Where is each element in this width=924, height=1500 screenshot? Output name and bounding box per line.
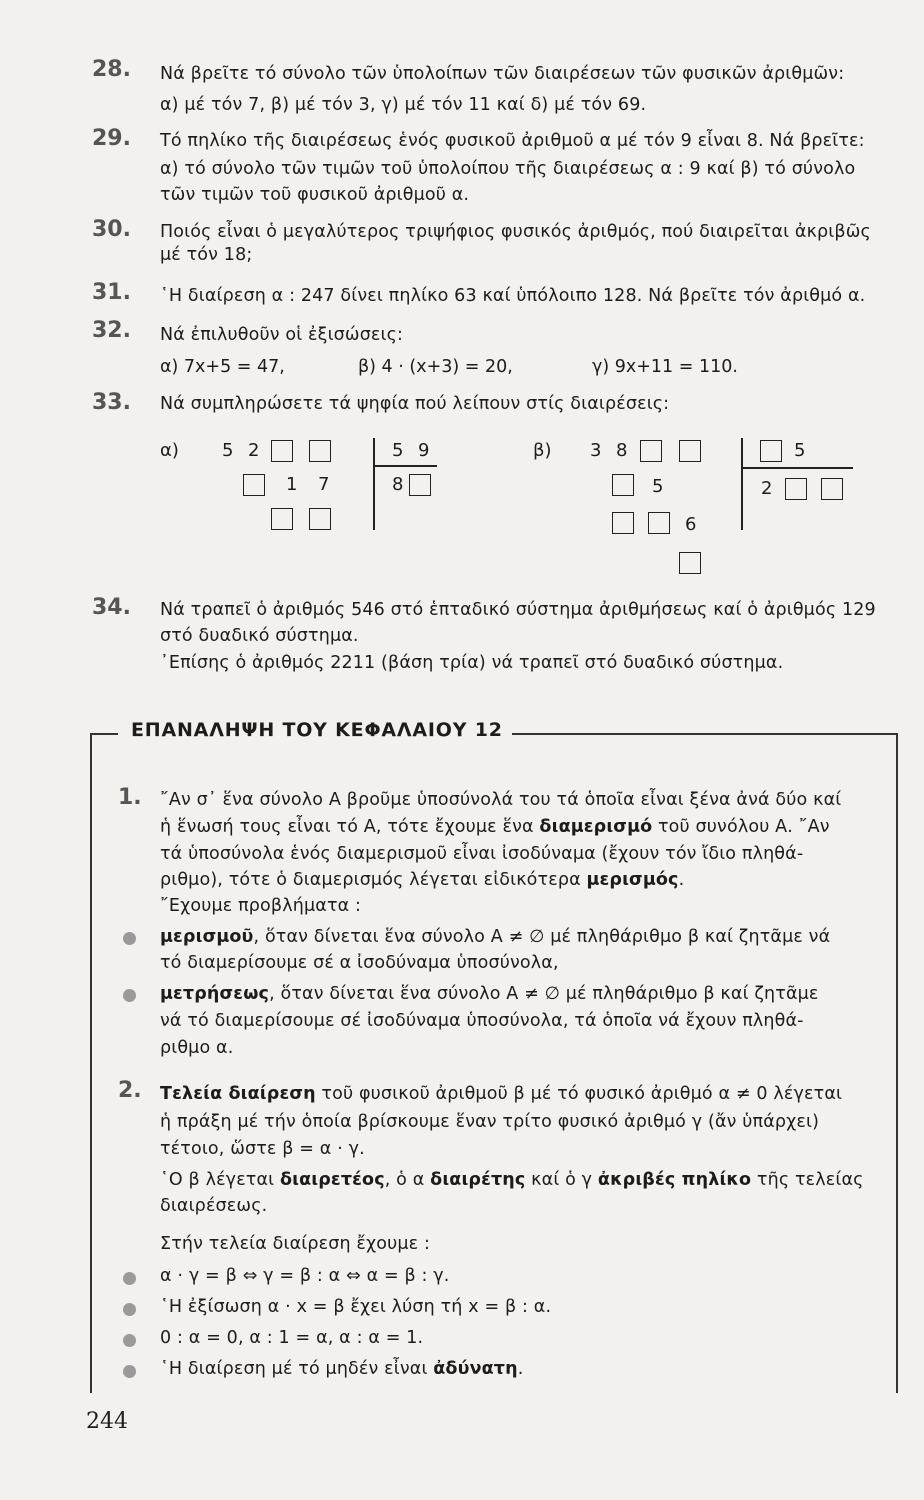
exercise-34-number: 34. [92, 595, 131, 620]
review-p1-bullet-2-cont: νά τό διαμερίσουμε σέ ἰσοδύναμα ὑποσύνολα, τά ὁποῖα νά ἔχουν πληθά- [160, 1011, 804, 1031]
division-b-vertical-rule [741, 438, 743, 530]
blank-digit-box [612, 474, 634, 496]
exercise-28-line-2: α) μέ τόν 7, β) μέ τόν 3, γ) μέ τόν 11 καί δ) μέ τόν 69. [160, 95, 647, 115]
exercise-34-line-3: ᾿Επίσης ὁ ἀριθμός 2211 (βάση τρία) νά τραπεῖ στό δυαδικό σύστημα. [160, 653, 784, 673]
division-b-digit: 3 [590, 440, 602, 461]
review-p2-bullet-3: 0 : α = 0, α : 1 = α, α : α = 1. [160, 1328, 424, 1348]
division-a-digit: 9 [418, 440, 430, 461]
exercise-29-line-3: τῶν τιμῶν τοῦ φυσικοῦ ἀριθμοῦ α. [160, 185, 470, 205]
review-p1-bullet-1: μερισμοῦ, ὅταν δίνεται ἕνα σύνολο Α ≠ ∅ μέ πληθάριθμο β καί ζητᾶμε νά [160, 927, 831, 947]
review-p1-line-5: ῎Εχουμε προβλήματα : [160, 896, 362, 916]
blank-digit-box [243, 474, 265, 496]
exercise-32-number: 32. [92, 318, 131, 343]
review-p2-bullet-4: ῾Η διαίρεση μέ τό μηδέν εἶναι ἀδύνατη. [160, 1359, 524, 1379]
equation-b: β) 4 · (x+3) = 20, [358, 357, 513, 377]
blank-digit-box [640, 440, 662, 462]
division-a-label: α) [160, 440, 179, 461]
review-p2-line-3: τέτοιο, ὥστε β = α · γ. [160, 1139, 365, 1159]
division-a-digit: 5 [222, 440, 234, 461]
review-p2-bullet-2: ῾Η ἐξίσωση α · x = β ἔχει λύση τή x = β : α. [160, 1297, 552, 1317]
division-b-horizontal-rule [741, 467, 853, 469]
blank-digit-box [648, 512, 670, 534]
exercise-29-line-2: α) τό σύνολο τῶν τιμῶν τοῦ ὑπολοίπου τῆς διαιρέσεως α : 9 καί β) τό σύνολο [160, 159, 856, 179]
exercise-33-number: 33. [92, 390, 131, 415]
bullet-icon [123, 932, 136, 945]
exercise-29-number: 29. [92, 126, 131, 151]
division-a-vertical-rule [373, 438, 375, 530]
division-a-digit: 2 [248, 440, 260, 461]
review-p1-bullet-1-cont: τό διαμερίσουμε σέ α ἰσοδύναμα ὑποσύνολα, [160, 953, 559, 973]
division-b-digit: 6 [685, 514, 697, 535]
blank-digit-box [409, 474, 431, 496]
division-b-digit: 2 [761, 478, 773, 499]
blank-digit-box [821, 478, 843, 500]
review-point-1-number: 1. [118, 785, 142, 810]
division-a-digit: 7 [318, 474, 330, 495]
bullet-icon [123, 1334, 136, 1347]
blank-digit-box [679, 440, 701, 462]
blank-digit-box [271, 508, 293, 530]
exercise-32-line-1: Νά ἐπιλυθοῦν οἱ ἐξισώσεις: [160, 325, 404, 345]
exercise-29-line-1: Τό πηλίκο τῆς διαιρέσεως ἑνός φυσικοῦ ἀριθμοῦ α μέ τόν 9 εἶναι 8. Νά βρεῖτε: [160, 131, 865, 151]
bullet-icon [123, 1303, 136, 1316]
exercise-34-line-1: Νά τραπεῖ ὁ ἀριθμός 546 στό ἑπταδικό σύστημα ἀριθμήσεως καί ὁ ἀριθμός 129 [160, 600, 876, 620]
exercise-28-line-1: Νά βρεῖτε τό σύνολο τῶν ὑπολοίπων τῶν διαιρέσεων τῶν φυσικῶν ἀριθμῶν: [160, 64, 845, 84]
review-p2-bullet-1: α · γ = β ⇔ γ = β : α ⇔ α = β : γ. [160, 1266, 450, 1286]
division-b-digit: 8 [616, 440, 628, 461]
term-merismos: μερισμός [586, 870, 679, 890]
bullet-icon [123, 1272, 136, 1285]
review-p1-line-2: ἡ ἕνωσή τους εἶναι τό Α, τότε ἔχουμε ἕνα διαμερισμό τοῦ συνόλου Α. ῎Αν [160, 817, 830, 837]
review-frame-top-left [90, 733, 118, 735]
page-number: 244 [86, 1409, 128, 1434]
division-b-digit: 5 [652, 476, 664, 497]
blank-digit-box [760, 440, 782, 462]
review-frame-top-right [512, 733, 898, 735]
blank-digit-box [271, 440, 293, 462]
exercise-28-number: 28. [92, 57, 131, 82]
exercise-34-line-2: στό δυαδικό σύστημα. [160, 626, 359, 646]
division-a-horizontal-rule [373, 465, 437, 467]
review-p2-line-6: Στήν τελεία διαίρεση ἔχουμε : [160, 1234, 431, 1254]
blank-digit-box [612, 512, 634, 534]
blank-digit-box [309, 440, 331, 462]
exercise-33-line-1: Νά συμπληρώσετε τά ψηφία πού λείπουν στίς διαιρέσεις: [160, 394, 670, 414]
review-p2-line-2: ἡ πράξη μέ τήν ὁποία βρίσκουμε ἕναν τρίτο φυσικό ἀριθμό γ (ἄν ὑπάρχει) [160, 1112, 820, 1132]
review-section-title: ΕΠΑΝΑΛΗΨΗ ΤΟΥ ΚΕΦΑΛΑΙΟΥ 12 [125, 719, 509, 741]
review-p1-bullet-2-cont-2: ριθμο α. [160, 1038, 234, 1058]
review-p1-line-1: ῎Αν σ᾿ ἕνα σύνολο Α βροῦμε ὑποσύνολά του τά ὁποῖα εἶναι ξένα ἀνά δύο καί [160, 790, 842, 810]
review-p1-bullet-2: μετρήσεως, ὅταν δίνεται ἕνα σύνολο Α ≠ ∅ μέ πληθάριθμο β καί ζητᾶμε [160, 984, 819, 1004]
blank-digit-box [785, 478, 807, 500]
review-p1-line-4: ριθμο), τότε ὁ διαμερισμός λέγεται εἰδικότερα μερισμός. [160, 870, 685, 890]
review-p1-line-3: τά ὑποσύνολα ἑνός διαμερισμοῦ εἶναι ἰσοδύναμα (ἔχουν τόν ἴδιο πληθά- [160, 844, 804, 864]
division-a-digit: 5 [392, 440, 404, 461]
review-frame-left [90, 733, 92, 1393]
blank-digit-box [309, 508, 331, 530]
blank-digit-box [679, 552, 701, 574]
exercise-30-number: 30. [92, 217, 131, 242]
division-a-digit: 8 [392, 474, 404, 495]
review-p2-line-4: ῾Ο β λέγεται διαιρετέος, ὁ α διαιρέτης καί ὁ γ ἀκριβές πηλίκο τῆς τελείας [160, 1170, 864, 1190]
review-frame-right [896, 733, 898, 1393]
equation-c: γ) 9x+11 = 110. [592, 357, 738, 377]
equation-a: α) 7x+5 = 47, [160, 357, 285, 377]
division-b-digit: 5 [794, 440, 806, 461]
bullet-icon [123, 989, 136, 1002]
exercise-31-line-1: ῾Η διαίρεση α : 247 δίνει πηλίκο 63 καί ὑπόλοιπο 128. Νά βρεῖτε τόν ἀριθμό α. [160, 286, 866, 306]
review-p2-line-5: διαιρέσεως. [160, 1196, 268, 1216]
division-b-label: β) [533, 440, 552, 461]
exercise-31-number: 31. [92, 280, 131, 305]
division-a-digit: 1 [286, 474, 298, 495]
bullet-icon [123, 1365, 136, 1378]
review-p2-line-1: Τελεία διαίρεση τοῦ φυσικοῦ ἀριθμοῦ β μέ τό φυσικό ἀριθμό α ≠ 0 λέγεται [160, 1084, 843, 1104]
exercise-30-line-2: μέ τόν 18; [160, 245, 253, 265]
term-partition: διαμερισμό [539, 817, 653, 837]
exercise-30-line-1: Ποιός εἶναι ὁ μεγαλύτερος τριψήφιος φυσικός ἀριθμός, πού διαιρεῖται ἀκριβῶς [160, 222, 871, 242]
review-point-2-number: 2. [118, 1078, 142, 1103]
